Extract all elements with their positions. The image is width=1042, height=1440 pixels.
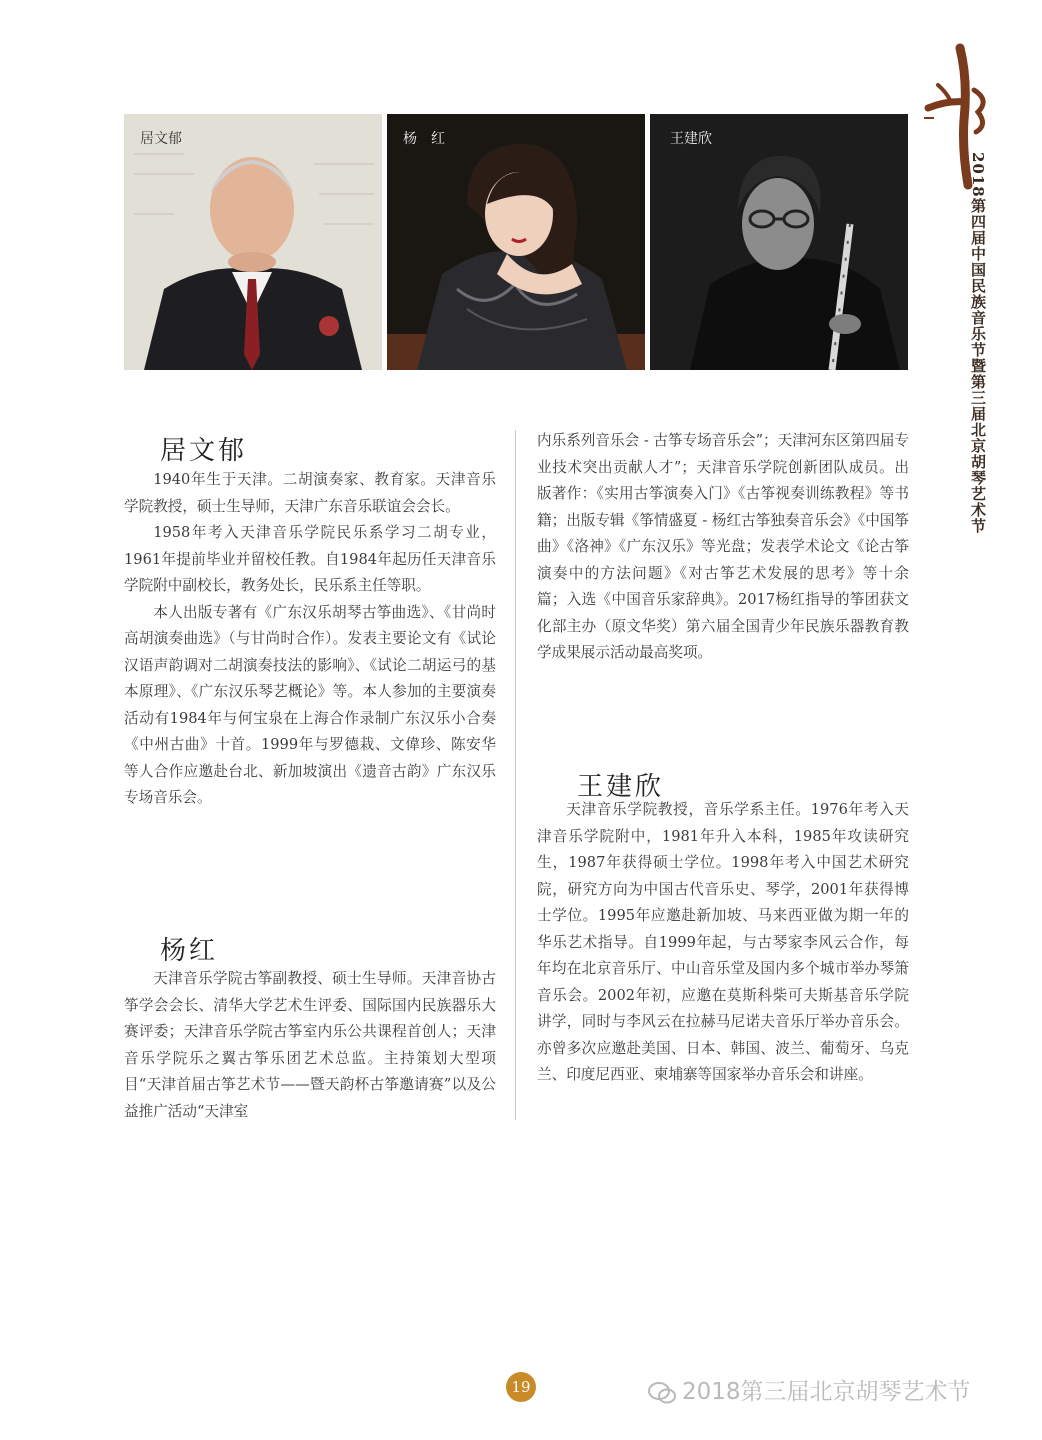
photo-caption: 王建欣 — [670, 131, 712, 147]
watermark-text: 2018第三届北京胡琴艺术节 — [682, 1379, 971, 1405]
bio-yang-hong-continued — [537, 428, 909, 667]
bio-paragraph: 本人出版专著有《广东汉乐胡琴古筝曲选》、《甘尚时高胡演奏曲选》（与甘尚时合作）。发表主要论文有《试论汉语声韵调对二胡演奏技法的影响》、《试论二胡运弓的基本原理》、《广东汉乐琴艺概论》等。本人参加的主要演奏活动有1984年与何宝泉在上海合作录制广东汉乐小合奏《中州古曲》十首。1999年与罗德栽、文偉珍、陈安华等人合作应邀赴台北、新加坡演出《遗音古韵》广东汉乐专场音乐会。 — [124, 603, 496, 806]
photo-ju-wenyu — [124, 114, 382, 370]
heading-wang-jianxin: 王建欣 — [577, 772, 665, 802]
wechat-icon — [648, 1381, 676, 1405]
bio-paragraph: 天津音乐学院教授，音乐学系主任。1976年考入天津音乐学院附中，1981年升入本科，1985年攻读研究生，1987年获得硕士学位。1998年考入中国艺术研究院，研究方向为中国古代音乐史、琴学，2001年获得博士学位。1995年应邀赴新加坡、马来西亚做为期一年的华乐艺术指导。自1999年起，与古琴家李风云合作，每年均在北京音乐厅、中山音乐堂及国内多个城市举办琴箫音乐会。2002年初，应邀在莫斯科柴可夫斯基音乐学院讲学，同时与李风云在拉赫马尼诺夫音乐厅举办音乐会。亦曾多次应邀赴美国、日本、韩国、波兰、葡萄牙、乌克兰、印度尼西亚、柬埔寨等国家举办音乐会和讲座。 — [537, 801, 909, 1083]
bio-wang-jianxin — [537, 797, 909, 1089]
bio-paragraph: 内乐系列音乐会 - 古筝专场音乐会”；天津河东区第四届专业技术突出贡献人才”；天津音乐学院创新团队成员。出版著作：《实用古筝演奏入门》《古筝视奏训练教程》等书籍；出版专辑《筝情盛夏 - 杨红古筝独奏音乐会》《中国筝曲》《洛神》《广东汉乐》等光盘；发表学术论文《论古筝演奏中的方法问题》《对古筝艺术发展的思考》等十余篇；入选《中国音乐家辞典》。2017杨红指导的筝团获文化部主办（原文华奖）第六届全国青少年民族乐器教育教学成果展示活动最高奖项。 — [537, 432, 909, 661]
bio-yang-hong — [124, 966, 496, 1125]
heading-ju-wenyu: 居文郁 — [160, 436, 248, 466]
portrait-ju-wenyu — [124, 114, 382, 370]
photo-wang-jianxin — [650, 114, 908, 370]
photo-caption: 杨 红 — [403, 131, 445, 147]
bio-ju-wenyu — [124, 467, 496, 812]
bio-paragraph: 1958年考入天津音乐学院民乐系学习二胡专业，1961年提前毕业并留校任教。自1984年起历任天津音乐学院附中副校长，教务处长，民乐系主任等职。 — [124, 524, 496, 594]
page-number: 19 — [506, 1372, 536, 1402]
column-divider — [515, 430, 516, 1120]
portrait-yang-hong — [387, 114, 645, 370]
bio-paragraph: 天津音乐学院古筝副教授、硕士生导师。天津音协古筝学会会长、清华大学艺术生评委、国际国内民族器乐大赛评委；天津音乐学院古筝室内乐公共课程首创人；天津音乐学院乐之翼古筝乐团艺术总监。主持策划大型项目“天津首届古筝艺术节——暨天韵杯古筝邀请赛”以及公益推广活动“天津室 — [124, 970, 496, 1120]
photo-caption: 居文郁 — [140, 131, 182, 147]
photo-yang-hong — [387, 114, 645, 370]
watermark — [648, 1373, 971, 1406]
vertical-festival-title: 2018第四届中国民族音乐节暨第三届北京胡琴艺术节 — [969, 152, 987, 534]
portrait-wang-jianxin — [650, 114, 908, 370]
bio-paragraph: 1940年生于天津。二胡演奏家、教育家。天津音乐学院教授，硕士生导师，天津广东音乐联谊会会长。 — [124, 471, 496, 515]
heading-yang-hong: 杨红 — [160, 936, 219, 966]
